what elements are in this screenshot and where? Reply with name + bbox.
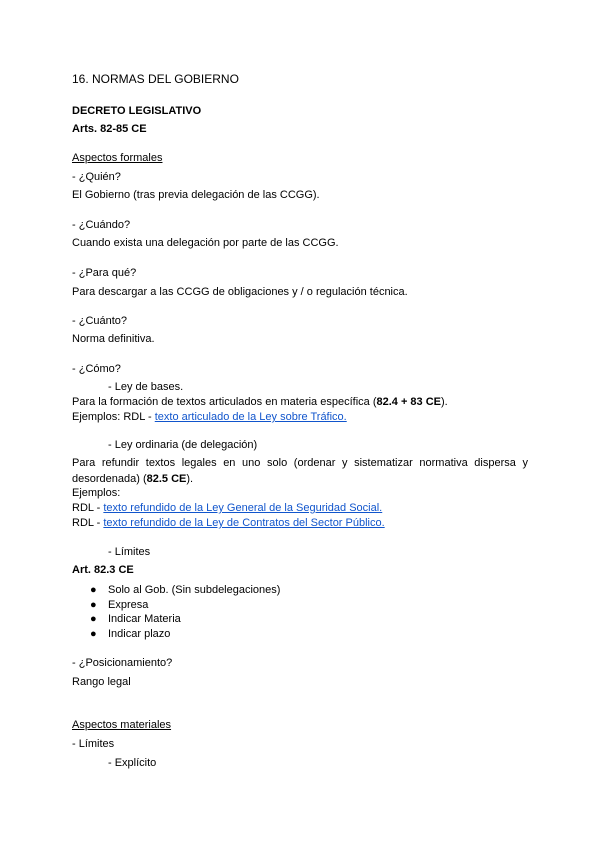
bullet-icon: ● — [90, 613, 97, 625]
bullet-icon: ● — [90, 599, 97, 611]
list-item-label: Indicar Materia — [108, 613, 181, 625]
list-item — [90, 612, 181, 626]
who-answer: El Gobierno (tras previa delegación de las CCGG). — [72, 189, 320, 201]
positioning-question: - ¿Posicionamiento? — [72, 657, 173, 669]
bases-law-title: - Ley de bases. — [108, 381, 184, 393]
limits-article: Art. 82.3 CE — [72, 564, 134, 576]
list-item-label: Indicar plazo — [108, 628, 171, 640]
list-item-label: Solo al Gob. (Sin subdelegaciones) — [108, 584, 281, 596]
bases-text-start: Para la formación de textos articulados en materia específica ( — [72, 396, 377, 408]
section-heading: DECRETO LEGISLATIVO — [72, 105, 202, 117]
document-title: 16. NORMAS DEL GOBIERNO — [72, 72, 239, 86]
bases-article-ref: 82.4 + 83 CE — [376, 396, 442, 408]
list-item-label: Expresa — [108, 599, 149, 611]
ordinary-law-text — [72, 455, 528, 487]
list-item — [90, 583, 280, 597]
bullet-icon: ● — [90, 584, 97, 596]
trafico-law-link[interactable]: texto articulado de la Ley sobre Tráfico. — [154, 411, 347, 423]
duration-answer: Norma definitiva. — [72, 333, 155, 345]
example-1-prefix: RDL - — [72, 502, 104, 514]
example-2-prefix: RDL - — [72, 517, 104, 529]
ordinary-text-end: ). — [186, 473, 194, 485]
limits-title: - Límites — [108, 546, 151, 558]
bullet-icon: ● — [90, 628, 97, 640]
when-answer: Cuando exista una delegación por parte de las CCGG. — [72, 237, 339, 249]
bases-text-end: ). — [441, 396, 448, 408]
bases-examples — [72, 410, 347, 424]
material-aspects-header: Aspectos materiales — [72, 719, 172, 731]
ordinary-example-2 — [72, 516, 385, 530]
public-contracts-law-link[interactable]: texto refundido de la Ley de Contratos del Sector Público. — [103, 517, 385, 529]
who-question: - ¿Quién? — [72, 171, 121, 183]
explicit-limit: - Explícito — [108, 757, 157, 769]
when-question: - ¿Cuándo? — [72, 219, 131, 231]
ordinary-examples-label: Ejemplos: — [72, 487, 121, 499]
bases-examples-prefix: Ejemplos: RDL - — [72, 411, 155, 423]
ordinary-text-start: Para refundir textos legales en uno solo (ordenar y sistematizar normativa dispersa y desordenada) ( — [72, 457, 528, 485]
ordinary-law-title: - Ley ordinaria (de delegación) — [108, 439, 258, 451]
material-limits: - Límites — [72, 738, 115, 750]
how-question: - ¿Cómo? — [72, 363, 121, 375]
ordinary-article-ref: 82.5 CE — [146, 473, 187, 485]
formal-aspects-header: Aspectos formales — [72, 152, 163, 164]
purpose-answer: Para descargar a las CCGG de obligaciones y / o regulación técnica. — [72, 286, 408, 298]
list-item — [90, 627, 170, 641]
purpose-question: - ¿Para qué? — [72, 267, 137, 279]
social-security-law-link[interactable]: texto refundido de la Ley General de la Seguridad Social. — [103, 502, 383, 514]
ordinary-example-1 — [72, 501, 382, 515]
duration-question: - ¿Cuánto? — [72, 315, 128, 327]
positioning-answer: Rango legal — [72, 676, 131, 688]
list-item — [90, 598, 148, 612]
bases-law-text — [72, 395, 448, 409]
articles-reference: Arts. 82-85 CE — [72, 123, 147, 135]
